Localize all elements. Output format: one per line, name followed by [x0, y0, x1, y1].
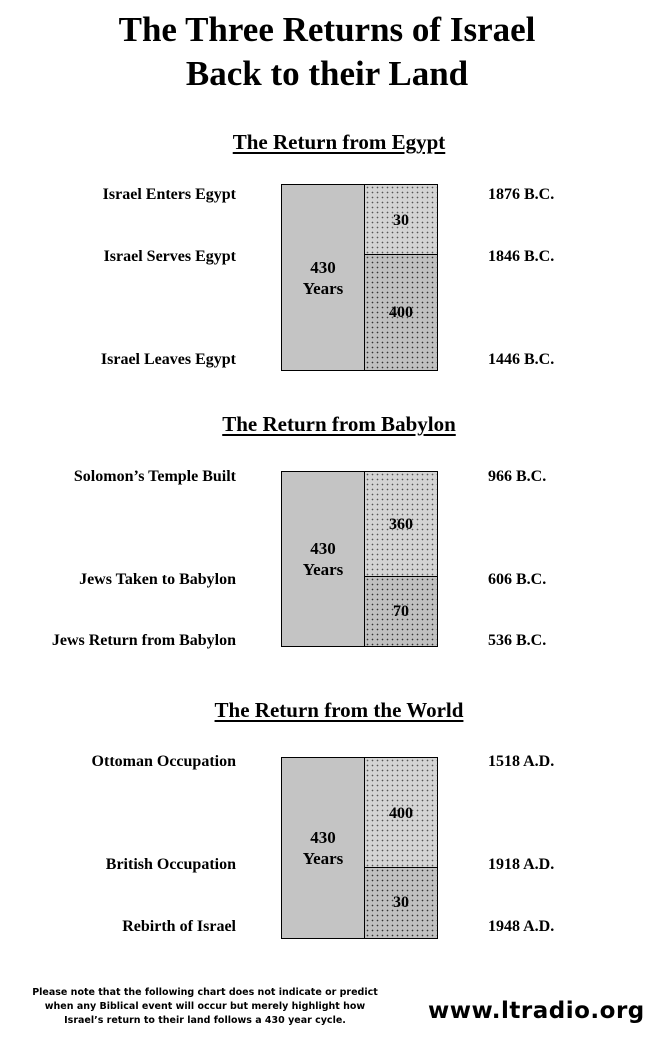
event-date: 1518 A.D. — [488, 753, 555, 770]
event-label: Israel Enters Egypt — [102, 186, 236, 203]
segment-value: 70 — [393, 602, 409, 620]
page-title — [0, 8, 654, 96]
total-years-box — [282, 758, 365, 938]
section-heading: The Return from Egypt — [232, 130, 446, 154]
segment-value: 30 — [393, 211, 409, 229]
segment-value: 360 — [389, 516, 413, 533]
segment-second — [365, 576, 437, 646]
total-years-unit: Years — [302, 560, 344, 579]
segment-value: 400 — [389, 303, 413, 321]
timeline-diagram — [281, 757, 438, 939]
total-years-value: 430 — [310, 539, 336, 558]
title-line-1: The Three Returns of Israel — [118, 10, 536, 49]
segment-first — [365, 185, 437, 256]
disclaimer-note — [10, 986, 400, 1028]
segment-value: 30 — [393, 894, 409, 911]
event-date: 1876 B.C. — [488, 186, 555, 203]
segment-first — [365, 472, 437, 578]
event-date: 1948 A.D. — [488, 918, 555, 935]
total-years-box — [282, 472, 365, 646]
total-years-value: 430 — [310, 828, 336, 847]
event-date: 1846 B.C. — [488, 248, 555, 265]
event-label: British Occupation — [105, 856, 236, 873]
section-heading: The Return from Babylon — [222, 412, 456, 436]
timeline-diagram — [281, 184, 438, 371]
website-url: www.ltradio.org — [428, 998, 645, 1024]
total-years-box — [282, 185, 365, 370]
event-label: Rebirth of Israel — [122, 918, 236, 935]
event-date: 1918 A.D. — [488, 856, 555, 873]
event-label: Solomon’s Temple Built — [73, 468, 236, 485]
event-label: Israel Leaves Egypt — [100, 351, 236, 368]
segment-second — [365, 867, 437, 938]
event-label: Israel Serves Egypt — [103, 248, 236, 265]
event-date: 1446 B.C. — [488, 351, 555, 368]
timeline-diagram — [281, 471, 438, 647]
event-label: Jews Taken to Babylon — [79, 571, 236, 588]
event-date: 606 B.C. — [488, 571, 547, 588]
event-date: 536 B.C. — [488, 632, 547, 649]
segment-second — [365, 254, 437, 370]
section-heading: The Return from the World — [214, 698, 464, 722]
total-years-value: 430 — [310, 257, 336, 277]
disclaimer-line-2: when any Biblical event will occur but merely highlight how — [44, 1001, 366, 1012]
event-date: 966 B.C. — [488, 468, 547, 485]
event-label: Ottoman Occupation — [91, 753, 236, 770]
event-label: Jews Return from Babylon — [51, 632, 236, 649]
disclaimer-line-1: Please note that the following chart does not indicate or predict — [32, 987, 378, 998]
total-years-unit: Years — [302, 849, 344, 868]
segment-first — [365, 758, 437, 869]
title-line-2: Back to their Land — [185, 54, 469, 93]
segment-value: 400 — [389, 804, 413, 822]
disclaimer-line-3: Israel’s return to their land follows a 430 year cycle. — [64, 1015, 346, 1026]
total-years-unit: Years — [302, 278, 344, 298]
